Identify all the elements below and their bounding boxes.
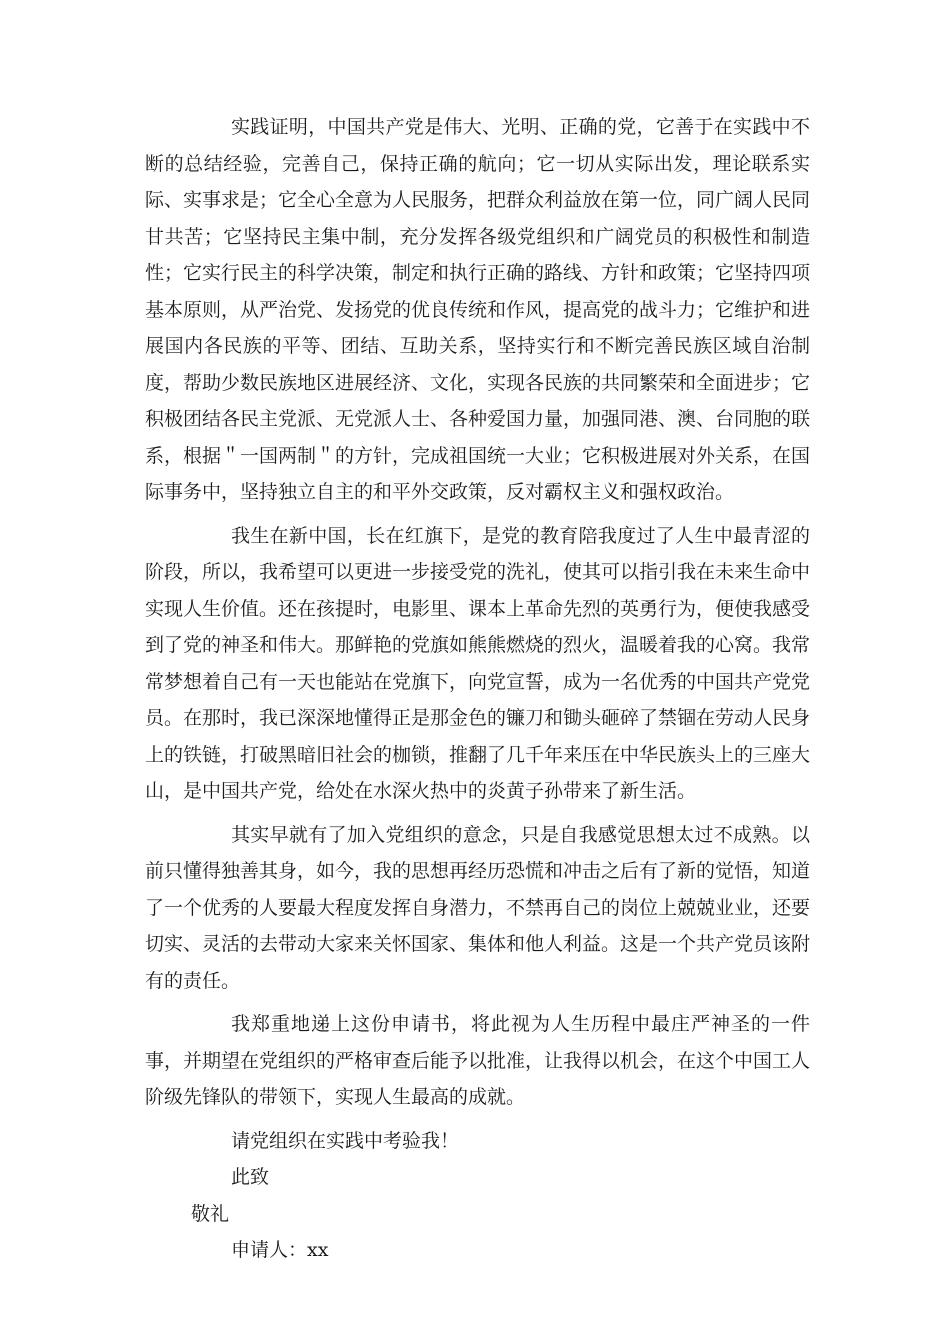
paragraph-submission: 我郑重地递上这份申请书，将此视为人生历程中最庄严神圣的一件事，并期望在党组织的严格审查后能予以批准，让我得以机会，在这个中国工人阶级先锋队的带领下，实现人生最高的成就。 <box>145 1013 811 1108</box>
paragraph-party-proven: 实践证明，中国共产党是伟大、光明、正确的党，它善于在实践中不断的总结经验，完善自己，保持正确的航向；它一切从实际出发，理论联系实际、实事求是；它全心全意为人民服务，把群众利益放在第一位，同广阔人民同甘共苦；它坚持民主集中制，充分发挥各级党组织和广阔党员的积极性和制造性；它实行民主的科学决策，制定和执行正确的路线、方针和政策；它坚持四项基本原则，从严治党、发扬党的优良传统和作风，提高党的战斗力；它维护和进展国内各民族的平等、团结、互助关系，坚持实行和不断完善民族区域自治制度，帮助少数民族地区进展经济、文化，实现各民族的共同繁荣和全面进步；它积极团结各民主党派、无党派人士、各种爱国力量，加强同港、澳、台同胞的联系，根据＂一国两制＂的方针，完成祖国统一大业；它积极进展对外关系，在国际事务中，坚持独立自主的和平外交政策，反对霸权主义和强权政治。 <box>145 116 811 503</box>
paragraph-new-china: 我生在新中国，长在红旗下，是党的教育陪我度过了人生中最青涩的阶段，所以，我希望可以更进一步接受党的洗礼，使其可以指引我在未来生命中实现人生价值。还在孩提时，电影里、课本上革命先烈的英勇行为，便使我感受到了党的神圣和伟大。那鲜艳的党旗如熊熊燃烧的烈火，温暖着我的心窝。我常常梦想着自己有一天也能站在党旗下，向党宣誓，成为一名优秀的中国共产党党员。在那时，我已深深地懂得正是那金色的镰刀和锄头砸碎了禁锢在劳动人民身上的铁链，打破黑暗旧社会的枷锁，推翻了几千年来压在中华民族头上的三座大山，是中国共产党，给处在水深火热中的炎黄子孙带来了新生活。 <box>145 524 811 802</box>
paragraph-intention: 其实早就有了加入党组织的意念，只是自我感觉思想太过不成熟。以前只懂得独善其身，如今，我的思想再经历恐慌和冲击之后有了新的觉悟，知道了一个优秀的人要最大程度发挥自身潜力，不禁再自己的岗位上兢兢业业，还要切实、灵活的去带动大家来关怀国家、集体和他人利益。这是一个共产党员该附有的责任。 <box>145 823 811 992</box>
closing-jingli: 敬礼 <box>191 1202 230 1225</box>
letter-body <box>145 109 810 1269</box>
closing-cizhi: 此致 <box>231 1166 270 1188</box>
request-line: 请党组织在实践中考验我！ <box>231 1129 460 1152</box>
applicant-signature: 申请人：xx <box>231 1239 329 1261</box>
